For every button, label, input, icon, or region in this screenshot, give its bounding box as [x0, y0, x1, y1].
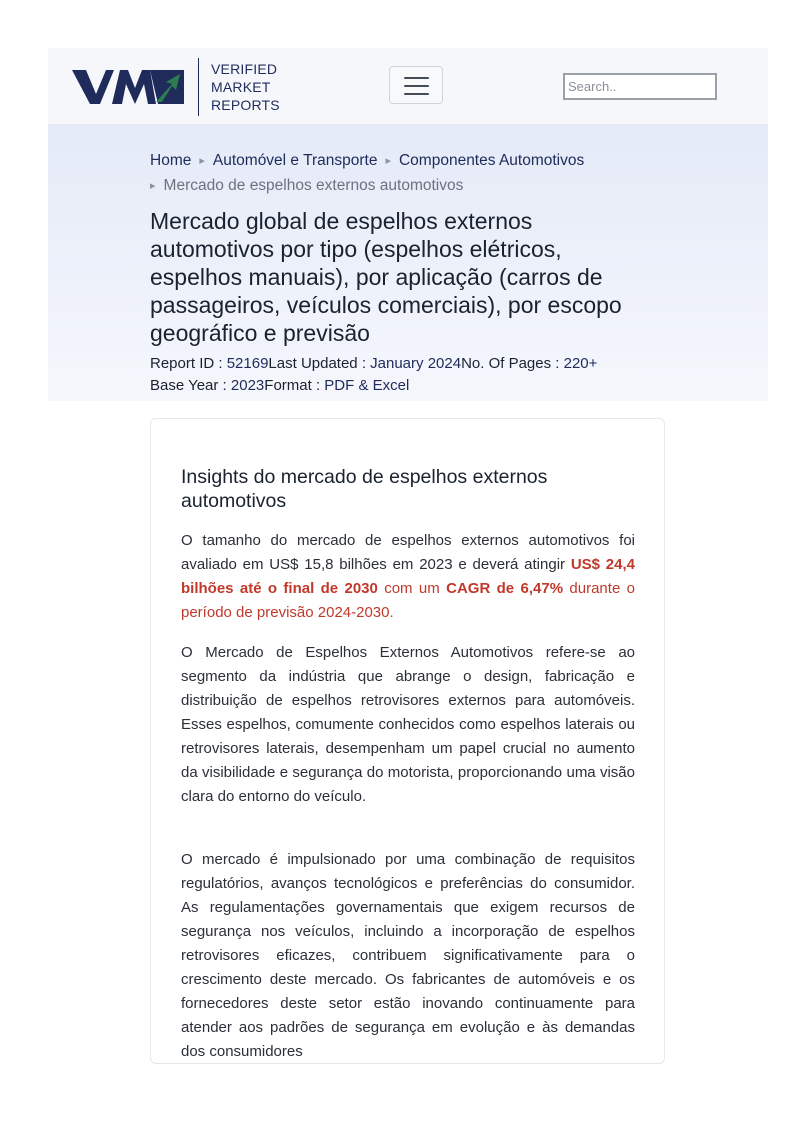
- insights-card: [150, 418, 665, 1064]
- format-value: PDF & Excel: [324, 377, 410, 394]
- report-id-label: Report ID :: [150, 355, 227, 372]
- breadcrumb-current: Mercado de espelhos externos automotivos: [163, 177, 464, 194]
- chevron-right-icon: ▸: [199, 155, 205, 167]
- logo-line-2: MARKET: [211, 79, 271, 95]
- base-year-value: 2023: [230, 377, 265, 394]
- menu-bar-icon: [404, 77, 429, 79]
- breadcrumb: [150, 149, 670, 199]
- breadcrumb-automotive-components[interactable]: Componentes Automotivos: [398, 152, 585, 169]
- logo-divider: [198, 58, 199, 116]
- breadcrumb-home[interactable]: Home: [150, 152, 192, 169]
- p1-value: US$ 24,4 bilhões até o final de 2030: [181, 556, 635, 597]
- vmr-logo-mark: [72, 68, 184, 106]
- base-year-label: Base Year :: [150, 377, 231, 394]
- report-hero: [48, 125, 768, 401]
- logo-line-1: VERIFIED: [211, 61, 278, 77]
- last-updated-value: January 2024: [370, 355, 462, 372]
- logo-line-3: REPORTS: [211, 97, 280, 113]
- breadcrumb-automotive-transport[interactable]: Automóvel e Transporte: [212, 152, 378, 169]
- insights-paragraph-drivers: O mercado é impulsionado por uma combinação de requisitos regulatórios, avanços tecnológicos e preferências do consumidor. As regulamentações governamentais que exigem recursos de segurança nos veículos, incluindo a incorporação de espelhos retrovisores eficazes, contribuem significativamente para o crescimento deste mercado. Os fabricantes de automóveis e os fornecedores deste setor estão inovando continuamente para atender aos padrões de segurança em evolução e às demandas dos consumidores: [181, 851, 635, 1060]
- meta-line-1: [150, 353, 597, 375]
- site-header: [48, 48, 768, 125]
- last-updated-label: Last Updated :: [268, 355, 371, 372]
- p1-cagr: CAGR de 6,47%: [446, 580, 564, 597]
- meta-line-2: [150, 375, 597, 397]
- vmr-logo[interactable]: [72, 58, 280, 116]
- hamburger-menu-button[interactable]: [389, 66, 443, 104]
- logo-wordmark: [211, 60, 280, 114]
- menu-bar-icon: [404, 85, 429, 87]
- search-input[interactable]: [563, 73, 717, 100]
- insights-paragraph-definition: O Mercado de Espelhos Externos Automotivos refere-se ao segmento da indústria que abrange o design, fabricação e distribuição de espelhos retrovisores externos para automóveis. Esses espelhos, comumente conhecidos como espelhos laterais ou retrovisores laterais, desempenham um papel crucial no aumento da visibilidade e segurança do motorista, proporcionando uma visão clara do entorno do veículo.: [181, 644, 635, 805]
- chevron-right-icon: ▸: [150, 180, 156, 192]
- pages-value: 220+: [563, 355, 598, 372]
- p1-end: durante o período de previsão 2024-2030.: [181, 580, 635, 621]
- page: [48, 48, 768, 1060]
- insights-paragraph-market-size: [181, 529, 635, 625]
- menu-bar-icon: [404, 93, 429, 95]
- insights-heading: Insights do mercado de espelhos externos automotivos: [181, 466, 548, 512]
- report-meta: [150, 353, 597, 397]
- pages-label: No. Of Pages :: [461, 355, 564, 372]
- chevron-right-icon: ▸: [385, 155, 391, 167]
- p1-intro: O tamanho do mercado de espelhos externos automotivos foi avaliado em US$ 15,8 bilhões em 2023 e deverá atingir: [181, 532, 635, 573]
- p1-mid: com um: [377, 580, 447, 597]
- page-title: Mercado global de espelhos externos automotivos por tipo (espelhos elétricos, espelhos manuais), por aplicação (carros de passageiros, veículos comerciais), por escopo geográfico e previsão: [150, 208, 622, 346]
- format-label: Format :: [264, 377, 325, 394]
- report-id-value: 52169: [226, 355, 269, 372]
